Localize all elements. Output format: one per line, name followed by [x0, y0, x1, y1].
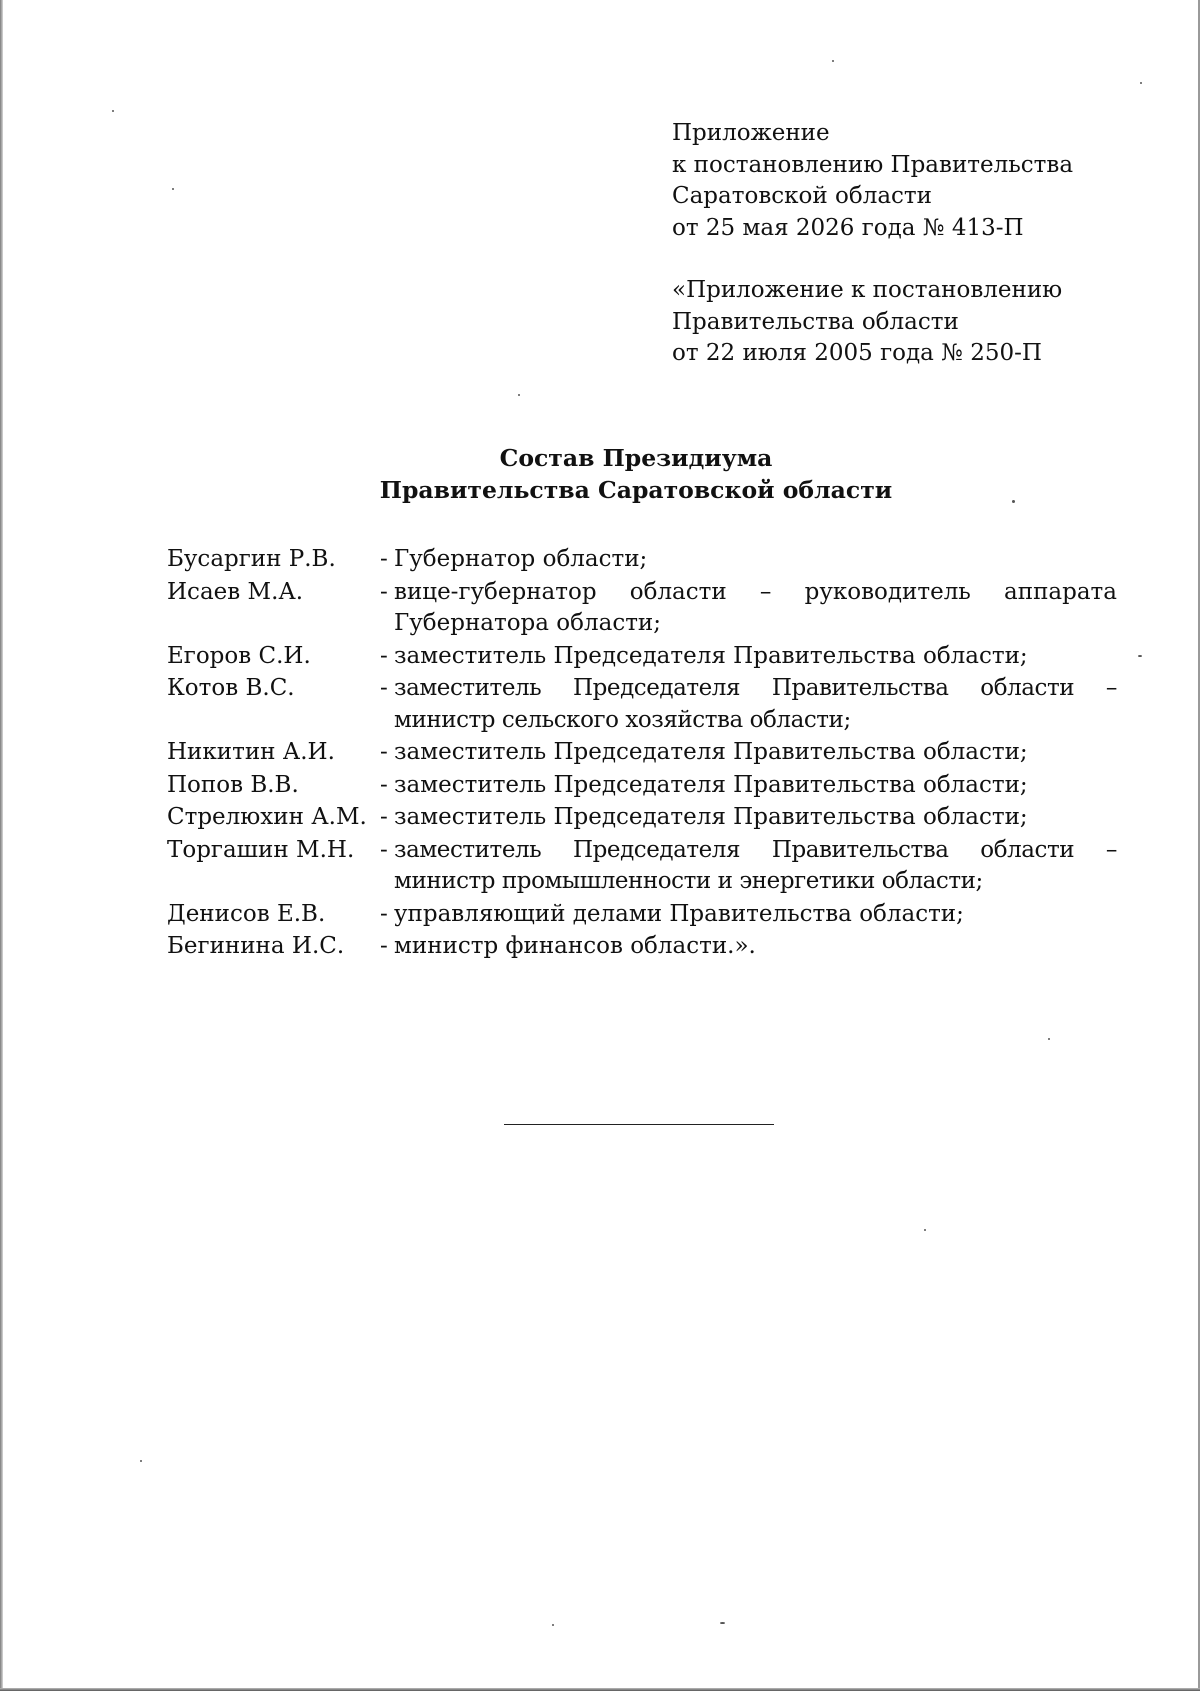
scan-speck: [924, 1229, 926, 1231]
scan-speck: [720, 1622, 725, 1624]
member-role: [380, 577, 1117, 640]
member-dash: -: [380, 804, 388, 830]
member-role-text: Губернатор области;: [394, 546, 648, 572]
member-row: [167, 931, 1117, 963]
scan-speck: [1140, 82, 1142, 84]
appendix-line: Правительства области: [672, 308, 959, 335]
member-role: [380, 931, 1117, 963]
appendix-current-reference: [672, 118, 1142, 244]
member-role-text: вице-губернатор области – руководитель аппарата Губернатора области;: [394, 578, 1117, 636]
member-name: Стрелюхин А.М.: [167, 804, 367, 830]
member-dash: -: [380, 739, 388, 765]
member-role: [380, 641, 1117, 673]
appendix-line: к постановлению Правительства: [672, 151, 1074, 178]
member-row: [167, 899, 1117, 931]
member-dash: -: [380, 675, 388, 701]
title-line-1: Состав Президиума: [499, 444, 773, 472]
member-name: Егоров С.И.: [167, 642, 311, 669]
scan-edge-left: [0, 0, 3, 1691]
scan-speck: [112, 110, 114, 112]
appendix-original-reference: [672, 275, 1142, 370]
member-name: Торгашин М.Н.: [167, 836, 355, 863]
member-name: Исаев М.А.: [167, 578, 304, 605]
scan-speck: [1012, 500, 1015, 503]
member-role-text: управляющий делами Правительства области;: [394, 900, 964, 927]
document-title: [0, 442, 1200, 506]
member-role: [380, 770, 1117, 802]
member-role: [380, 737, 1117, 769]
member-dash: -: [380, 546, 388, 572]
member-row: [167, 641, 1117, 673]
presidium-members-list: [167, 544, 1117, 964]
member-role-text: заместитель Председателя Правительства области;: [394, 739, 1028, 765]
scan-speck: [1138, 655, 1142, 657]
member-row: [167, 737, 1117, 769]
title-line-2: Правительства Саратовской области: [379, 476, 893, 504]
scan-speck: [552, 1624, 554, 1626]
member-dash: -: [380, 642, 388, 669]
member-role: [380, 544, 1117, 576]
appendix-line: Саратовской области: [672, 183, 932, 209]
member-role-text: заместитель Председателя Правительства области;: [394, 642, 1028, 669]
member-name: Бусаргин Р.В.: [167, 546, 336, 572]
member-dash: -: [380, 836, 388, 863]
member-row: [167, 577, 1117, 640]
member-role: [380, 899, 1117, 931]
scan-speck: [1048, 1038, 1050, 1040]
appendix-line: от 25 мая 2026 года № 413-П: [672, 214, 1024, 241]
scan-speck: [140, 1460, 142, 1462]
member-name: Бегинина И.С.: [167, 933, 345, 959]
member-row: [167, 673, 1117, 736]
member-role-text: заместитель Председателя Правительства области – министр сельского хозяйства области;: [394, 675, 1117, 733]
scan-speck: [832, 60, 834, 62]
member-row: [167, 544, 1117, 576]
member-role: [380, 802, 1117, 834]
member-role: [380, 673, 1117, 736]
scan-speck: [518, 394, 520, 396]
member-row: [167, 802, 1117, 834]
member-row: [167, 770, 1117, 802]
appendix-line: от 22 июля 2005 года № 250-П: [672, 340, 1042, 366]
member-dash: -: [380, 771, 388, 798]
member-row: [167, 835, 1117, 898]
end-rule: [504, 1124, 774, 1125]
appendix-line: «Приложение к постановлению: [672, 277, 1063, 303]
member-role-text: министр финансов области.».: [394, 933, 756, 959]
appendix-line: Приложение: [672, 120, 830, 146]
member-role-text: заместитель Председателя Правительства области – министр промышленности и энергетики области;: [394, 836, 1117, 894]
appendix-header: [672, 118, 1142, 370]
member-name: Котов В.С.: [167, 675, 295, 701]
member-name: Денисов Е.В.: [167, 900, 326, 927]
member-dash: -: [380, 578, 388, 605]
member-name: Никитин А.И.: [167, 739, 335, 765]
member-role-text: заместитель Председателя Правительства области;: [394, 771, 1028, 798]
scan-speck: [172, 188, 174, 190]
member-dash: -: [380, 933, 388, 959]
member-name: Попов В.В.: [167, 771, 299, 798]
member-role: [380, 835, 1117, 898]
member-dash: -: [380, 900, 388, 927]
member-role-text: заместитель Председателя Правительства области;: [394, 804, 1028, 830]
